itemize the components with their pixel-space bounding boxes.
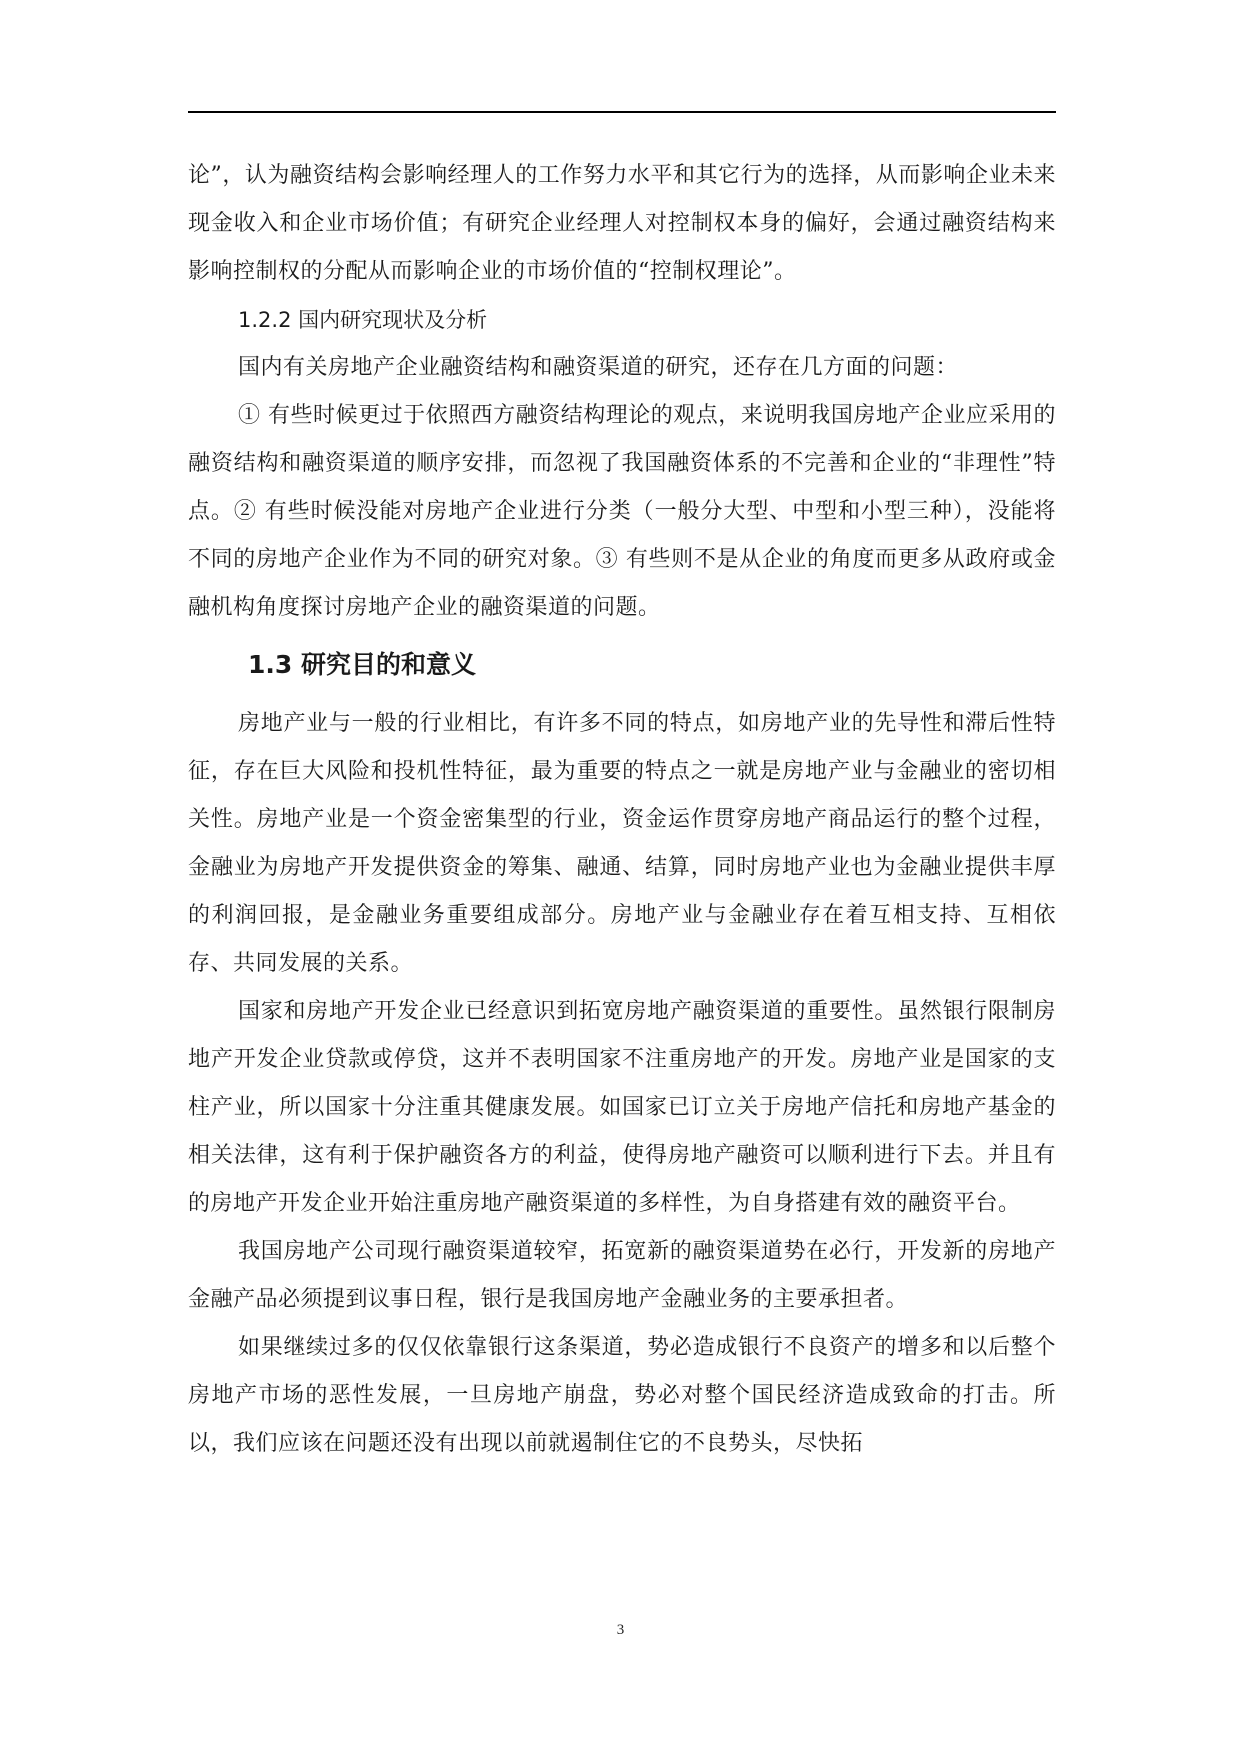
- header-rule: [188, 111, 1056, 113]
- section-heading-1-3: 1.3 研究目的和意义: [248, 650, 476, 679]
- paragraph-control-theory: 论”，认为融资结构会影响经理人的工作努力水平和其它行为的选择，从而影响企业未来现金收入和企业市场价值；有研究企业经理人对控制权本身的偏好，会通过融资结构来影响控制权的分配从而影响企业的市场价值的“控制权理论”。: [188, 163, 1056, 284]
- paragraph-industry-features: 房地产业与一般的行业相比，有许多不同的特点，如房地产业的先导性和滞后性特征，存在巨大风险和投机性特征，最为重要的特点之一就是房地产业与金融业的密切相关性。房地产业是一个资金密集型的行业，资金运作贯穿房地产商品运行的整个过程，金融业为房地产开发提供资金的筹集、融通、结算，同时房地产业也为金融业提供丰厚的利润回报，是金融业务重要组成部分。房地产业与金融业存在着互相支持、互相依存、共同发展的关系。: [188, 711, 1056, 976]
- paragraph-bank-reliance: 如果继续过多的仅仅依靠银行这条渠道，势必造成银行不良资产的增多和以后整个房地产市场的恶性发展，一旦房地产崩盘，势必对整个国民经济造成致命的打击。所以，我们应该在问题还没有出现以前就遏制住它的不良势头，尽快拓: [188, 1335, 1056, 1456]
- paragraph-domestic-intro: 国内有关房地产企业融资结构和融资渠道的研究，还存在几方面的问题：: [238, 355, 959, 380]
- paragraph-domestic-issues: ① 有些时候更过于依照西方融资结构理论的观点，来说明我国房地产企业应采用的融资结构和融资渠道的顺序安排，而忽视了我国融资体系的不完善和企业的“非理性”特点。② 有些时候没能对房地产企业进行分类（一般分大型、中型和小型三种），没能将不同的房地产企业作为不同的研究对象。③ 有些则不是从企业的角度而更多从政府或金融机构角度探讨房地产企业的融资渠道的问题。: [188, 403, 1056, 620]
- paragraph-national-awareness: 国家和房地产开发企业已经意识到拓宽房地产融资渠道的重要性。虽然银行限制房地产开发企业贷款或停贷，这并不表明国家不注重房地产的开发。房地产业是国家的支柱产业，所以国家十分注重其健康发展。如国家已订立关于房地产信托和房地产基金的相关法律，这有利于保护融资各方的利益，使得房地产融资可以顺利进行下去。并且有的房地产开发企业开始注重房地产融资渠道的多样性，为自身搭建有效的融资平台。: [188, 999, 1056, 1216]
- paragraph-narrow-channels: 我国房地产公司现行融资渠道较窄，拓宽新的融资渠道势在必行，开发新的房地产金融产品必须提到议事日程，银行是我国房地产金融业务的主要承担者。: [188, 1239, 1056, 1312]
- page-body: [188, 152, 1056, 1468]
- page-number: 3: [616, 1622, 625, 1638]
- section-subheading-1-2-2: 1.2.2 国内研究现状及分析: [238, 308, 488, 332]
